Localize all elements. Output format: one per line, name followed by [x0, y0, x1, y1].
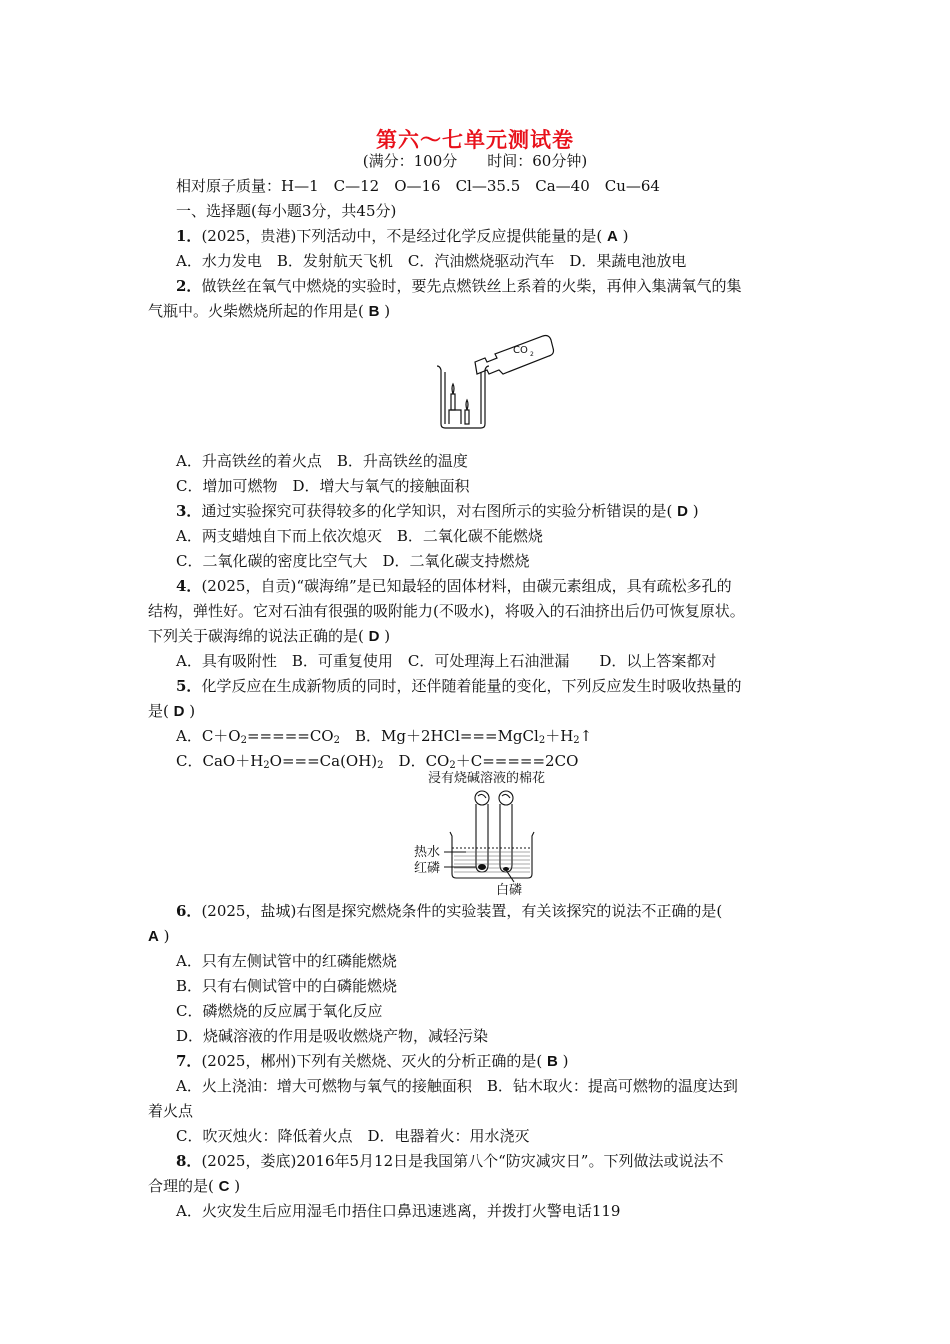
question-6-option-d: D．烧碱溶液的作用是吸收燃烧产物，减轻污染	[176, 1027, 489, 1045]
question-stem: 化学反应在生成新物质的同时，还伴随着能量的变化，下列反应发生时吸收热量的	[201, 677, 742, 695]
question-number: 3．	[176, 502, 202, 520]
paren-close: )	[692, 502, 699, 520]
answer: A	[148, 928, 159, 945]
combustion-apparatus-figure	[410, 770, 590, 898]
equation-text: A．C＋O	[176, 727, 241, 745]
question-1	[176, 226, 628, 247]
question-4-cont: 结构，弹性好。它对石油有很强的吸附能力(不吸水)，将吸入的石油挤出后仍可恢复原状。	[148, 602, 745, 620]
question-number: 8．	[176, 1152, 202, 1170]
equation-text: =====CO	[246, 727, 334, 745]
subscript: 2	[538, 735, 546, 746]
exam-meta: (满分：100分 时间：60分钟)	[362, 152, 588, 170]
question-2	[176, 276, 741, 296]
question-6-option-c: C．磷燃烧的反应属于氧化反应	[176, 1002, 383, 1020]
section-heading: 一、选择题(每小题3分，共45分)	[176, 202, 397, 220]
question-number: 5．	[176, 677, 202, 695]
question-6-option-b: B．只有右侧试管中的白磷能燃烧	[176, 977, 398, 995]
question-1-options: A．水力发电 B．发射航天飞机 C．汽油燃烧驱动汽车 D．果蔬电池放电	[176, 252, 687, 270]
answer: D	[368, 628, 380, 645]
question-7-options-ab-cont: 着火点	[148, 1102, 194, 1120]
white-phosphorus-label: 白磷	[496, 883, 523, 898]
equation-text: ↑	[579, 727, 593, 745]
paren-close: )	[234, 1177, 241, 1195]
paren-close: )	[384, 627, 391, 645]
question-8-option-a: A．火灾发生后应用湿毛巾捂住口鼻迅速逃离，并拨打火警电话119	[176, 1202, 621, 1220]
question-6-option-a: A．只有左侧试管中的红磷能燃烧	[176, 952, 397, 970]
question-3-options-cd: C．二氧化碳的密度比空气大 D．二氧化碳支持燃烧	[176, 552, 530, 570]
paren-close: )	[163, 927, 170, 945]
question-stem: 下列关于碳海绵的说法正确的是(	[148, 627, 364, 645]
answer: B	[546, 1053, 558, 1070]
hot-water-label: 热水	[414, 845, 441, 860]
question-number: 7．	[176, 1052, 202, 1070]
cotton-label: 浸有烧碱溶液的棉花	[428, 771, 546, 786]
question-stem: 是(	[148, 702, 169, 720]
gas-label-subscript: 2	[530, 351, 534, 358]
atomic-mass-line: 相对原子质量：H—1 C—12 O—16 Cl—35.5 Ca—40 Cu—64	[176, 177, 660, 195]
subscript: 2	[377, 760, 384, 771]
question-4	[176, 576, 732, 596]
question-5-cont	[148, 701, 195, 722]
equation-text: B．Mg＋2HCl===MgCl	[339, 727, 539, 745]
page-title: 第六～七单元测试卷	[376, 127, 574, 152]
paren-close: )	[384, 302, 391, 320]
question-7-options-cd: C．吹灭烛火：降低着火点 D．电器着火：用水浇灭	[176, 1127, 530, 1145]
paren-close: )	[622, 227, 629, 245]
gas-label: CO	[513, 345, 528, 356]
answer: C	[218, 1178, 230, 1195]
question-7	[176, 1051, 568, 1072]
question-7-options-ab: A．火上浇油：增大可燃物与氧气的接触面积 B．钻木取火：提高可燃物的温度达到	[176, 1077, 738, 1095]
equation-text: C．CaO＋H	[176, 752, 264, 770]
question-8-cont	[148, 1176, 240, 1197]
question-number: 4．	[176, 577, 202, 595]
question-stem: (2025，郴州)下列有关燃烧、灭火的分析正确的是(	[201, 1052, 543, 1070]
equation-text: O===Ca(OH)	[269, 752, 378, 770]
red-phosphorus-label: 红磷	[414, 861, 441, 876]
answer: A	[606, 228, 618, 245]
question-5-options-cd	[176, 751, 578, 771]
question-stem: 气瓶中。火柴燃烧所起的作用是(	[148, 302, 364, 320]
paren-close: )	[562, 1052, 569, 1070]
question-stem: (2025，盐城)右图是探究燃烧条件的实验装置，有关该探究的说法不正确的是(	[201, 902, 723, 920]
question-5-options-ab	[176, 726, 592, 746]
question-6	[176, 901, 722, 921]
subscript: 2	[240, 735, 247, 746]
question-stem: (2025，自贡)“碳海绵”是已知最轻的固体材料，由碳元素组成，具有疏松多孔的	[201, 577, 732, 595]
answer: D	[173, 703, 185, 720]
question-3-options-ab: A．两支蜡烛自下而上依次熄灭 B．二氧化碳不能燃烧	[176, 527, 543, 545]
answer: D	[677, 503, 688, 520]
question-2-options-ab: A．升高铁丝的着火点 B．升高铁丝的温度	[176, 452, 468, 470]
equation-text: D．CO	[383, 752, 450, 770]
equation-text: ＋H	[545, 727, 574, 745]
question-stem: 做铁丝在氧气中燃烧的实验时，要先点燃铁丝上系着的火柴，再伸入集满氧气的集	[201, 277, 742, 295]
paren-close: )	[189, 702, 196, 720]
question-6-cont	[148, 926, 169, 947]
question-2-cont	[148, 301, 390, 322]
question-number: 2．	[176, 277, 202, 295]
question-stem: 合理的是(	[148, 1177, 214, 1195]
subscript: 2	[263, 760, 270, 771]
question-2-options-cd: C．增加可燃物 D．增大与氧气的接触面积	[176, 477, 470, 495]
question-number: 6．	[176, 902, 202, 920]
question-stem: 通过实验探究可获得较多的化学知识，对右图所示的实验分析错误的是(	[201, 502, 673, 520]
answer: B	[368, 303, 380, 320]
question-number: 1．	[176, 227, 202, 245]
question-5	[176, 676, 741, 696]
equation-text: ＋C=====2CO	[455, 752, 579, 770]
question-4-cont2	[148, 626, 390, 647]
subscript: 2	[449, 760, 456, 771]
question-3	[176, 501, 699, 522]
co2-candle-figure	[425, 318, 560, 433]
subscript: 2	[573, 735, 580, 746]
question-stem: (2025，贵港)下列活动中，不是经过化学反应提供能量的是(	[201, 227, 603, 245]
subscript: 2	[333, 735, 340, 746]
question-8	[176, 1151, 723, 1171]
question-stem: (2025，娄底)2016年5月12日是我国第八个“防灾减灾日”。下列做法或说法不	[201, 1152, 724, 1170]
question-4-options: A．具有吸附性 B．可重复使用 C．可处理海上石油泄漏 D．以上答案都对	[176, 652, 717, 670]
